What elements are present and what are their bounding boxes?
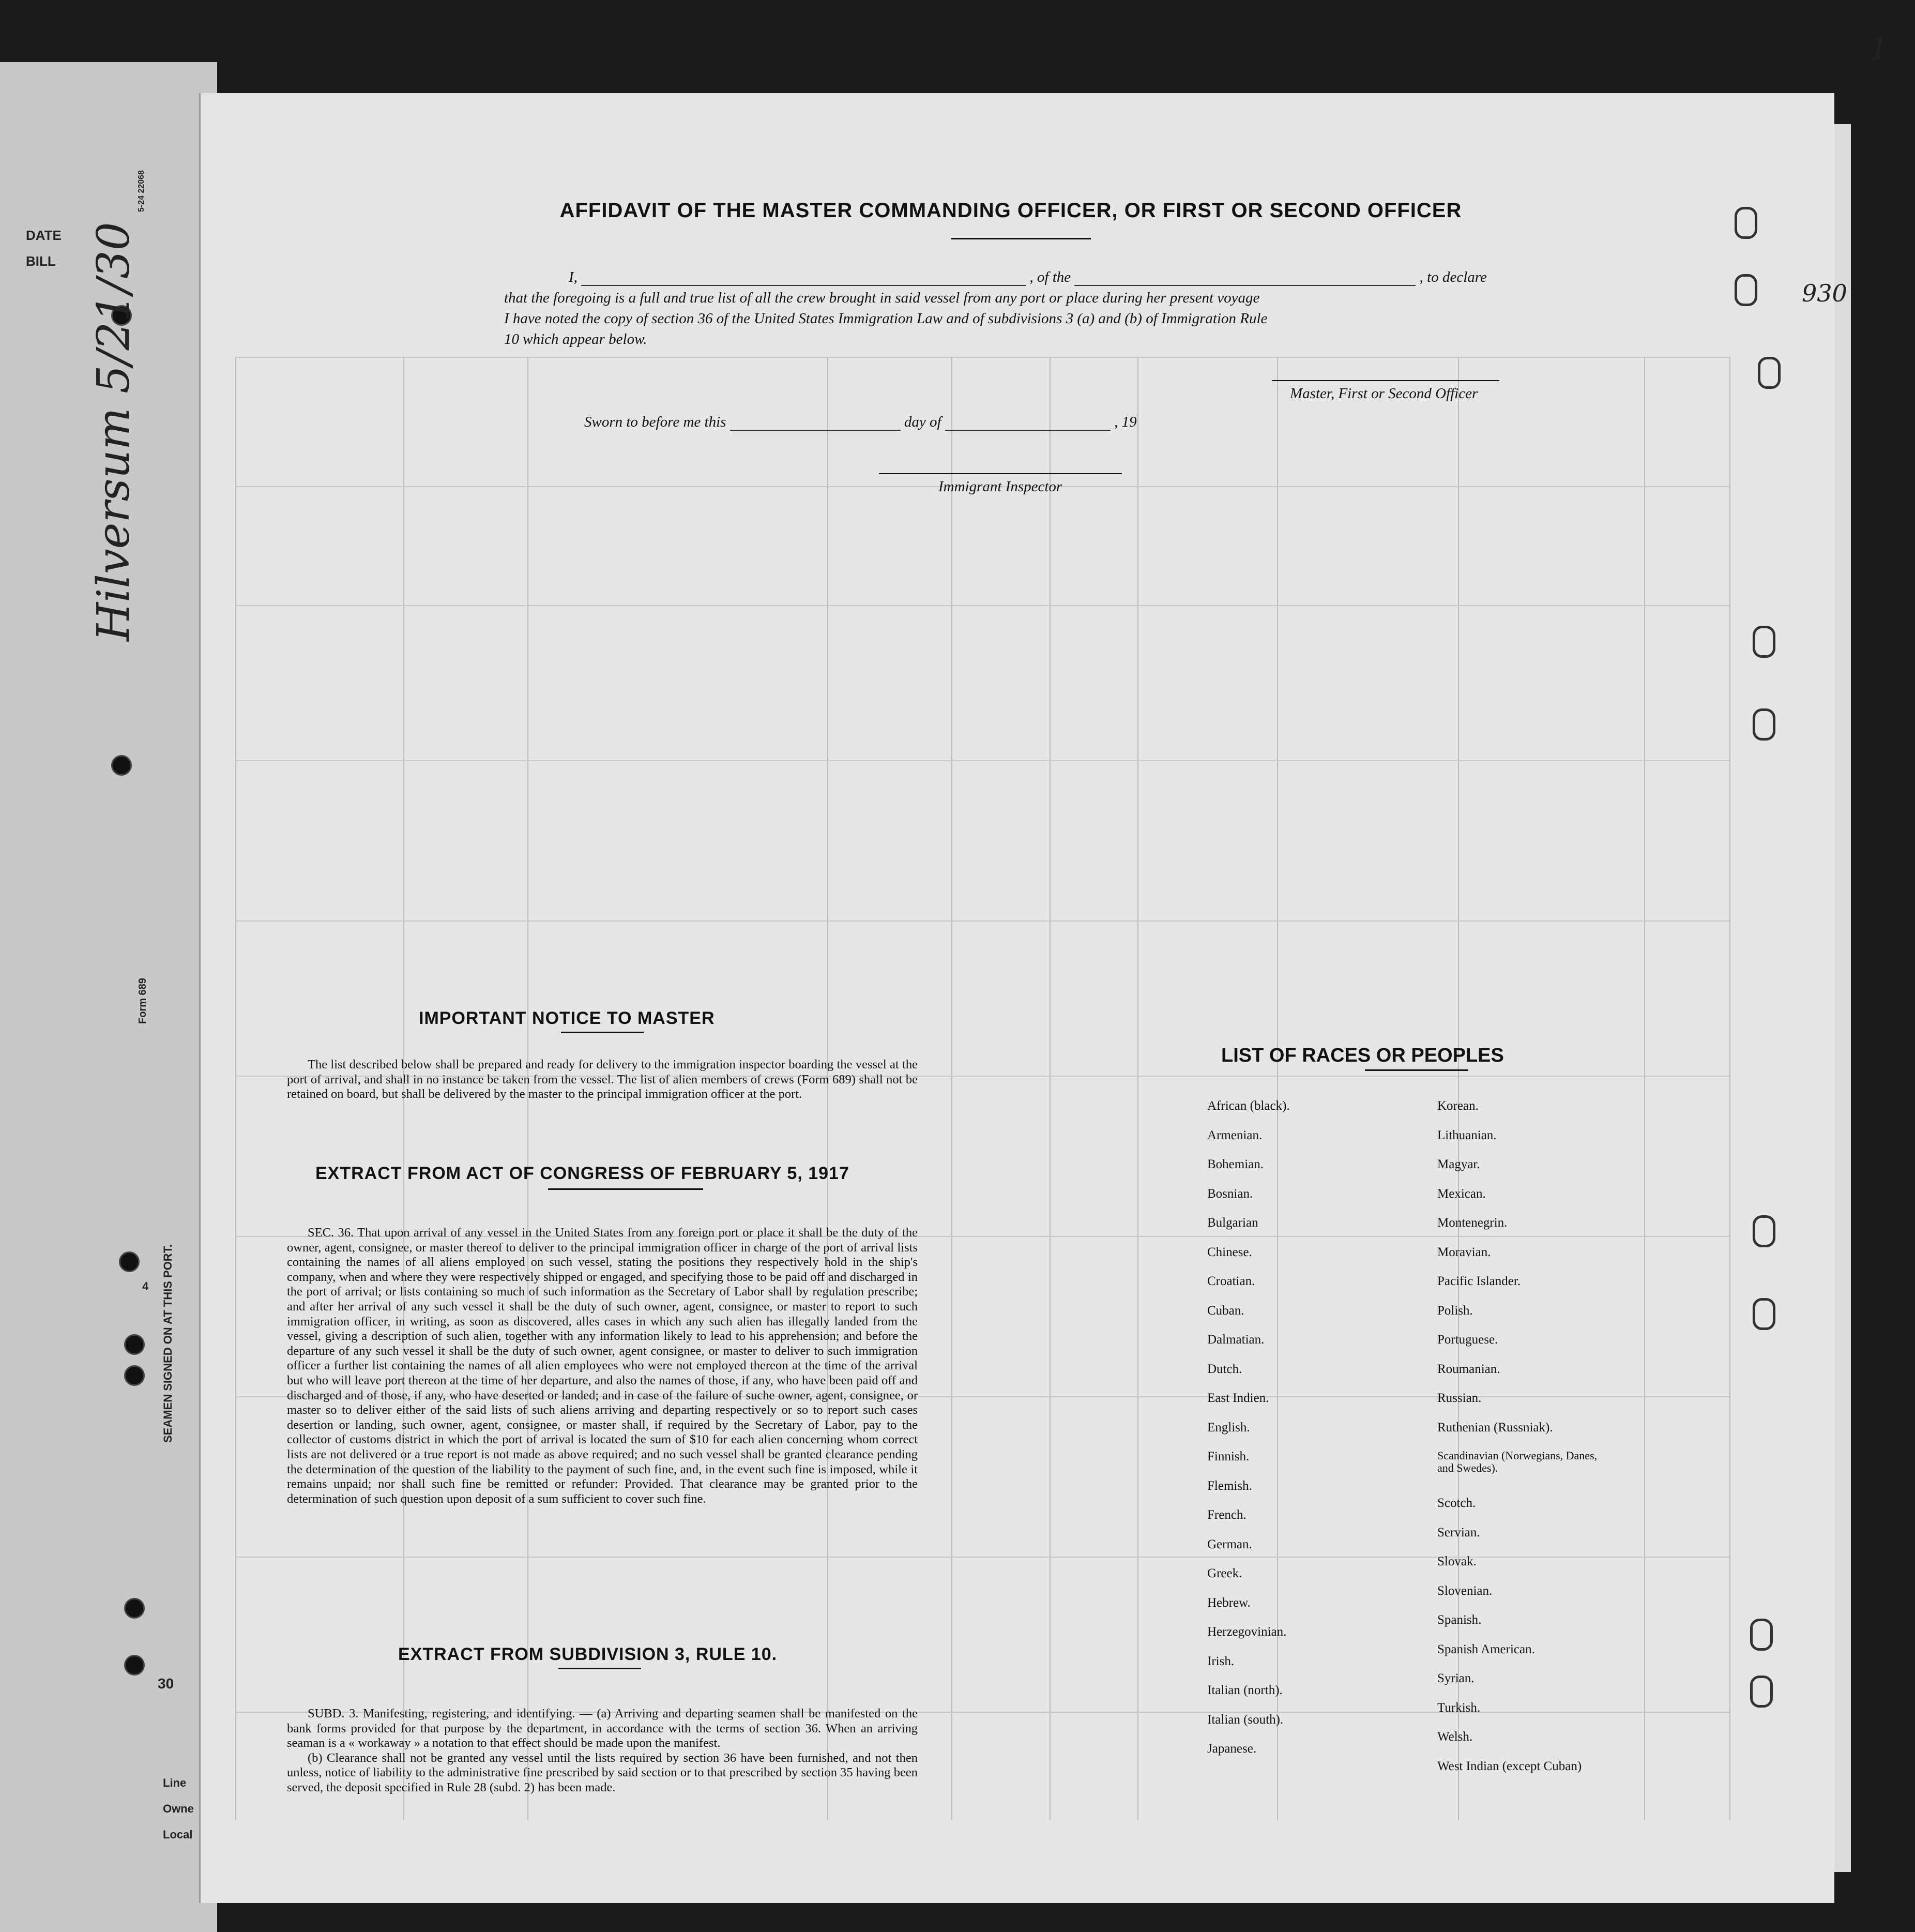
race-item: Herzegovinian. bbox=[1207, 1625, 1287, 1639]
table-rule bbox=[235, 357, 1729, 358]
extract1-text: SEC. 36. That upon arrival of any vessel in the United States from any foreign port or place it shall be the duty of the owner, agent, consignee, or master thereof to deliver to the principal immigration officer in charge of the port of arrival lists containing the names of all aliens employed on such vessel, stating the positions they respectively hold in the ship's company, when and where they were respectively shipped or engaged, and specifying those to be paid off and discharged in the port of arrival; or lists containing so much of such information as the Secretary of Labor shall by regulation prescribe; and after her arrival of any such vessel it shall be the duty of such owner, agent, consignee, or master to report to such immigration officer, in writing, as soon as discovered, alles cases in which any such alien has illegally landed from the vessel, giving a description of such alien, together with any information likely to lead to his apprehension; and before the departure of any such vessel it shall be the duty of such owner, agent consignee, or master to deliver to such immigration officer a further list containing the names of all alien employees who were not employed thereon at the time of the arrival but who will leave port thereon at the time of her departure, and also the names of those, if any, who have been paid off and discharged and of those, if any, who have deserted or landed; and in case of the failure of suche owner, agent, consignee, or master so to deliver either of the said lists of such aliens arriving and departing respectively or so to report such cases desertion or landing, such owner, agent, consignee, or master shall, if required by the Secretary of Labor, pay to the collector of customs district in which the port of arrival is located the sum of $10 for each alien concerning whom correct lists are not delivered or a true report is not made as above required; and no such vessel shall be granted clearance pending the determination of the question of the liability to the payment of such fine, and, in the event such fine is imposed, while it remains unpaid; nor shall such fine be remitted or refunder: Provided. That clearance may be granted prior to the determination of such question upon deposit of a sum sufficient to cover such fine. bbox=[287, 1226, 918, 1506]
punch-hole bbox=[119, 1251, 140, 1272]
race-item: Polish. bbox=[1437, 1303, 1473, 1318]
race-item: Pacific Islander. bbox=[1437, 1274, 1521, 1288]
race-item: Mexican. bbox=[1437, 1186, 1486, 1201]
officer-signature-line bbox=[1272, 380, 1499, 381]
notice-text: The list described below shall be prepared and ready for delivery to the immigration inspector boarding the vessel at the port of arrival, and shall in no instance be taken from the vessel. The list of alien members of crews (Form 689) shall not be retained on board, but shall be delivered by the master to the principal immigration officer at the port. bbox=[287, 1058, 918, 1101]
race-item: Scotch. bbox=[1437, 1496, 1476, 1510]
race-item: English. bbox=[1207, 1420, 1250, 1435]
sworn-day-of: day of bbox=[904, 414, 941, 430]
race-item: German. bbox=[1207, 1537, 1252, 1551]
race-item: Magyar. bbox=[1437, 1157, 1480, 1171]
sworn-day-blank bbox=[730, 416, 901, 431]
race-item: Russian. bbox=[1437, 1391, 1482, 1405]
name-blank bbox=[581, 271, 1026, 286]
sworn-text: Sworn to before me this bbox=[584, 414, 726, 430]
handwritten-signature: Hilversum 5/21/30 bbox=[88, 222, 140, 641]
race-item: Cuban. bbox=[1207, 1303, 1244, 1318]
table-rule bbox=[1729, 357, 1730, 1820]
margin-date: DATE bbox=[26, 228, 62, 243]
margin-page-code: 5-24 22068 bbox=[137, 170, 146, 212]
race-item: Korean. bbox=[1437, 1099, 1479, 1113]
punch-hole bbox=[111, 755, 132, 776]
extract1-title: EXTRACT FROM ACT OF CONGRESS OF FEBRUARY 5, 1917 bbox=[315, 1164, 849, 1183]
race-item: Italian (south). bbox=[1207, 1712, 1284, 1727]
race-item: African (black). bbox=[1207, 1099, 1290, 1113]
race-item: Syrian. bbox=[1437, 1671, 1475, 1685]
extract2-text-b: (b) Clearance shall not be granted any vessel until the lists required by section 36 have been furnished, and not then unless, notice of liability to the administrative fine prescribed by said section or to that prescribed by section 35 having been served, the deposit specified in Rule 28 (subd. 2) has been made. bbox=[287, 1750, 918, 1794]
margin-owne: Owne bbox=[163, 1802, 194, 1815]
race-item: Portuguese. bbox=[1437, 1333, 1498, 1347]
race-item: Flemish. bbox=[1207, 1478, 1252, 1493]
extract1-paragraph bbox=[287, 1226, 918, 1506]
race-item: Bosnian. bbox=[1207, 1186, 1253, 1201]
table-rule bbox=[235, 605, 1729, 606]
binder-ring bbox=[1750, 1676, 1773, 1708]
extract2-underline bbox=[558, 1668, 641, 1669]
race-item: Armenian. bbox=[1207, 1128, 1263, 1142]
race-item: Bohemian. bbox=[1207, 1157, 1264, 1171]
margin-thirty: 30 bbox=[158, 1676, 174, 1692]
binder-ring bbox=[1735, 274, 1757, 306]
margin-seamen-count: 4 bbox=[142, 1280, 149, 1293]
race-item: Servian. bbox=[1437, 1525, 1480, 1539]
extract2-text-a: SUBD. 3. Manifesting, registering, and identifying. — (a) Arriving and departing seamen shall be manifested on the bank forms provided for that purpose by the department, in accordance with the terms of section 36. When an arriving seaman is a « workaway » a notation to that effect should be made upon the manifest. bbox=[287, 1707, 918, 1750]
affidavit-of-the: , of the bbox=[1029, 269, 1071, 285]
binder-ring bbox=[1753, 708, 1775, 741]
handwritten-year: 930 bbox=[1802, 279, 1847, 307]
inspector-label: Immigrant Inspector bbox=[938, 478, 1062, 495]
race-item: East Indien. bbox=[1207, 1391, 1269, 1405]
race-item: Croatian. bbox=[1207, 1274, 1255, 1288]
binder-ring bbox=[1758, 357, 1781, 389]
affidavit-line-3: I have noted the copy of section 36 of the United States Immigration Law and of subdivisions 3 (a) and (b) of Immigration Rule bbox=[504, 310, 1268, 327]
sworn-month-blank bbox=[945, 416, 1111, 431]
races-right-column bbox=[1437, 1099, 1603, 1788]
vessel-blank bbox=[1074, 271, 1416, 286]
table-rule bbox=[235, 760, 1729, 761]
race-item: Dutch. bbox=[1207, 1362, 1242, 1376]
margin-line: Line bbox=[163, 1776, 187, 1789]
race-item: Montenegrin. bbox=[1437, 1216, 1508, 1230]
punch-hole bbox=[124, 1655, 145, 1676]
officer-label: Master, First or Second Officer bbox=[1290, 385, 1478, 402]
table-rule bbox=[951, 357, 952, 1820]
race-item: Irish. bbox=[1207, 1654, 1235, 1668]
race-item: Finnish. bbox=[1207, 1450, 1250, 1463]
margin-seamen-label: SEAMEN SIGNED ON AT THIS PORT. bbox=[161, 1244, 174, 1443]
race-item: Italian (north). bbox=[1207, 1683, 1283, 1697]
punch-hole bbox=[124, 1365, 145, 1386]
race-item: Greek. bbox=[1207, 1566, 1242, 1580]
races-title: LIST OF RACES OR PEOPLES bbox=[1221, 1045, 1504, 1066]
notice-title: IMPORTANT NOTICE TO MASTER bbox=[419, 1008, 715, 1028]
table-rule bbox=[1644, 357, 1645, 1820]
affidavit-line-4: 10 which appear below. bbox=[504, 331, 647, 348]
race-item: Japanese. bbox=[1207, 1742, 1257, 1756]
affidavit-line-1 bbox=[569, 269, 1487, 286]
sworn-year: , 19 bbox=[1114, 414, 1137, 430]
binder-ring bbox=[1750, 1619, 1773, 1651]
inspector-signature-line bbox=[879, 473, 1122, 474]
margin-local: Local bbox=[163, 1828, 193, 1841]
race-item: Chinese. bbox=[1207, 1245, 1252, 1259]
race-item: Slovenian. bbox=[1437, 1583, 1493, 1598]
binder-ring bbox=[1735, 207, 1757, 239]
race-item: Dalmatian. bbox=[1207, 1333, 1265, 1347]
table-rule bbox=[1137, 357, 1138, 1820]
table-rule bbox=[235, 357, 236, 1820]
notice-paragraph bbox=[287, 1058, 918, 1102]
extract2-title: EXTRACT FROM SUBDIVISION 3, RULE 10. bbox=[398, 1644, 778, 1664]
page-title: AFFIDAVIT OF THE MASTER COMMANDING OFFICER, OR FIRST OR SECOND OFFICER bbox=[559, 199, 1462, 222]
race-item: Spanish. bbox=[1437, 1613, 1482, 1627]
race-item: Hebrew. bbox=[1207, 1595, 1251, 1610]
extract1-underline bbox=[548, 1188, 703, 1190]
sworn-line bbox=[584, 414, 1137, 431]
affidavit-line-2: that the foregoing is a full and true list of all the crew brought in said vessel from any port or place during her present voyage bbox=[504, 290, 1260, 306]
affidavit-to-declare: , to declare bbox=[1419, 269, 1487, 285]
binder-ring bbox=[1753, 626, 1775, 658]
margin-form: Form 689 bbox=[137, 978, 148, 1024]
race-item: Slovak. bbox=[1437, 1554, 1477, 1568]
handwritten-corner-mark: 1 bbox=[1869, 31, 1889, 67]
extract2-paragraph bbox=[287, 1707, 918, 1795]
race-item: French. bbox=[1207, 1508, 1247, 1522]
title-underline bbox=[951, 238, 1091, 239]
races-underline bbox=[1365, 1069, 1468, 1071]
races-left-column bbox=[1207, 1099, 1290, 1771]
punch-hole bbox=[124, 1598, 145, 1619]
table-rule bbox=[1050, 357, 1051, 1820]
binder-ring bbox=[1753, 1298, 1775, 1330]
race-item: Moravian. bbox=[1437, 1245, 1491, 1259]
binder-ring bbox=[1753, 1215, 1775, 1247]
margin-bill: BILL bbox=[26, 253, 56, 269]
race-item: Scandinavian (Norwegians, Danes, and Swedes). bbox=[1437, 1449, 1598, 1474]
race-item: Welsh. bbox=[1437, 1730, 1473, 1744]
punch-hole bbox=[124, 1334, 145, 1355]
affidavit-i: I, bbox=[569, 269, 577, 285]
race-item: Ruthenian (Russniak). bbox=[1437, 1420, 1553, 1435]
race-item: Turkish. bbox=[1437, 1700, 1481, 1715]
table-rule bbox=[235, 920, 1729, 922]
race-item: Roumanian. bbox=[1437, 1362, 1500, 1376]
notice-underline bbox=[561, 1032, 644, 1033]
race-item: West Indian (except Cuban) bbox=[1437, 1759, 1582, 1773]
race-item: Bulgarian bbox=[1207, 1216, 1258, 1230]
race-item: Lithuanian. bbox=[1437, 1128, 1497, 1142]
race-item: Spanish American. bbox=[1437, 1642, 1535, 1656]
